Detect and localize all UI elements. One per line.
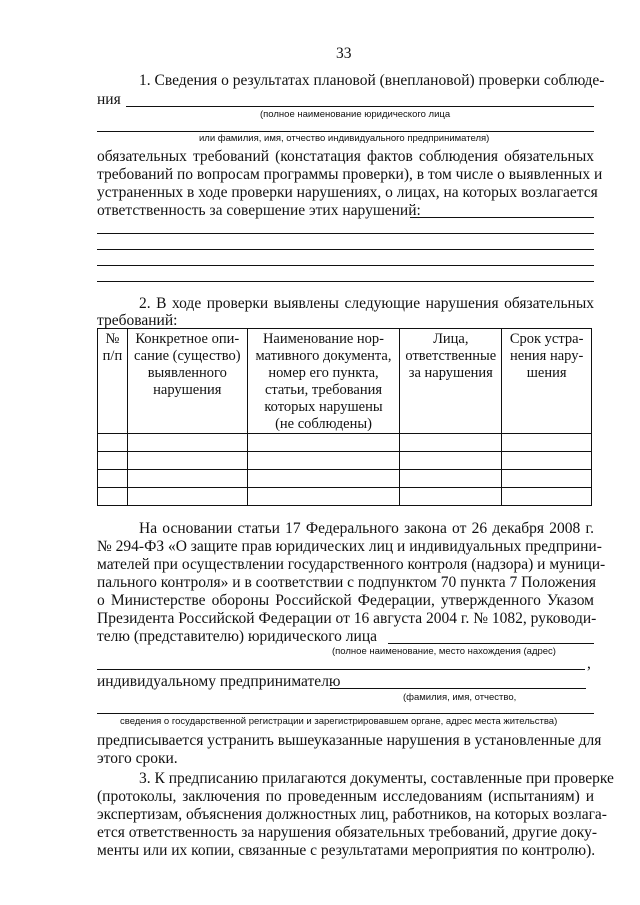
header-responsible (400, 329, 502, 434)
header-regulation-line: (не соблюдены) (275, 416, 372, 432)
section1-line1: 1. Сведения о результатах плановой (внеплановой) проверки соблюде- (139, 72, 605, 89)
caption-legal-name-address: (полное наименование, место нахождения (адрес) (332, 646, 556, 657)
table-row (98, 470, 592, 488)
fill-line-violations-3 (97, 249, 594, 250)
table-cell[interactable] (247, 434, 400, 452)
fill-line-head-legal-entity (388, 643, 594, 644)
caption-registration: сведения о государственной регистрации и зарегистрировавшем органе, адрес места жительства) (120, 716, 558, 727)
header-responsible-line: ответственные (405, 348, 497, 364)
table-row (98, 452, 592, 470)
legal-basis-line4: пального контроля» и в соответствии с подпунктом 70 пункта 7 Положения (97, 574, 597, 591)
header-responsible-line: за нарушения (408, 365, 493, 381)
caption-legal-entity: (полное наименование юридического лица (260, 109, 451, 120)
header-regulation (247, 329, 400, 434)
section1-paragraph-line1: обязательных требований (констатация фактов соблюдения обязательных (97, 148, 594, 165)
fill-line-legal-address (97, 669, 585, 670)
attachments-line3: экспертизам, объяснения должностных лиц, работников, на которых возлага- (97, 806, 607, 823)
table-cell[interactable] (400, 434, 502, 452)
legal-basis-line5: о Министерстве обороны Российской Федерации, утвержденного Указом (97, 592, 594, 609)
table-cell[interactable] (400, 452, 502, 470)
table-cell[interactable] (127, 452, 247, 470)
header-deadline (502, 329, 592, 434)
entrepreneur-label: индивидуальному предпринимателю (97, 673, 341, 690)
table-cell[interactable] (127, 488, 247, 506)
attachments-line2: (протоколы, заключения по проведенным исследованиям (испытаниям) и (97, 788, 594, 805)
prescription-line1: предписывается устранить вышеуказанные нарушения в установленные для (97, 732, 602, 749)
header-description (127, 329, 247, 434)
header-regulation-line: Наименование нор- (262, 331, 385, 347)
table-cell[interactable] (400, 488, 502, 506)
fill-line-violations-4 (97, 265, 594, 266)
violations-table (97, 328, 592, 506)
fill-line-legal-entity (126, 106, 594, 107)
fill-line-violations-5 (97, 281, 594, 282)
table-row (98, 434, 592, 452)
header-deadline-line: шения (526, 365, 567, 381)
legal-basis-line2: № 294-ФЗ «О защите прав юридических лиц и индивидуальных предприни- (97, 538, 602, 555)
legal-basis-line6: Президента Российской Федерации от 16 августа 2004 г. № 1082, руководи- (97, 610, 597, 627)
section2-line2: требований: (97, 312, 178, 329)
table-cell[interactable] (247, 470, 400, 488)
header-number (98, 329, 128, 434)
header-deadline-line: нения нару- (509, 348, 584, 364)
header-number-line: № (105, 331, 120, 347)
header-responsible-line: Лица, (433, 331, 469, 347)
section1-paragraph-line3: устраненных в ходе проверки нарушениях, о лицах, на которых возлагается (97, 184, 598, 201)
table-cell[interactable] (98, 452, 128, 470)
header-description-line: Конкретное опи- (135, 331, 240, 347)
fill-line-entrepreneur (97, 131, 594, 132)
table-cell[interactable] (247, 488, 400, 506)
page-number: 33 (336, 45, 352, 62)
table-cell[interactable] (502, 488, 592, 506)
table-cell[interactable] (247, 452, 400, 470)
caption-entrepreneur: или фамилия, имя, отчество индивидуального предпринимателя) (199, 133, 490, 144)
fill-line-violations-1 (410, 217, 594, 218)
header-regulation-line: которых нарушены (264, 399, 383, 415)
caption-fio: (фамилия, имя, отчество, (403, 692, 517, 703)
header-number-line: п/п (102, 348, 123, 364)
prescription-line2: этого сроки. (97, 750, 178, 767)
legal-basis-line3: мателей при осуществлении государственного контроля (надзора) и муници- (97, 556, 606, 573)
fill-line-registration (97, 713, 594, 714)
header-regulation-line: номер его пункта, (268, 365, 379, 381)
table-cell[interactable] (98, 470, 128, 488)
table-row (98, 488, 592, 506)
section1-paragraph-line2: требований по вопросам программы проверки), в том числе о выявленных и (97, 166, 603, 183)
fill-line-entrepreneur-name (330, 688, 586, 689)
section1-line2-start: ния (97, 91, 121, 108)
table-cell[interactable] (502, 452, 592, 470)
section2-line1: 2. В ходе проверки выявлены следующие нарушения обязательных (139, 295, 594, 312)
header-regulation-line: статьи, требования (264, 382, 383, 398)
attachments-line1: 3. К предписанию прилагаются документы, составленные при проверке (139, 770, 614, 787)
legal-basis-line7: телю (представителю) юридического лица (97, 628, 377, 645)
header-description-line: выявленного (147, 365, 227, 381)
attachments-line5: менты или их копии, связанные с результатами мероприятия по контролю). (97, 842, 596, 859)
table-cell[interactable] (127, 434, 247, 452)
header-deadline-line: Срок устра- (509, 331, 584, 347)
table-cell[interactable] (400, 470, 502, 488)
header-description-line: нарушения (153, 382, 222, 398)
table-cell[interactable] (502, 434, 592, 452)
comma: , (587, 655, 591, 672)
table-cell[interactable] (502, 470, 592, 488)
table-cell[interactable] (127, 470, 247, 488)
section1-paragraph-line4: ответственность за совершение этих нарушений: (97, 202, 421, 219)
header-regulation-line: мативного документа, (255, 348, 392, 364)
fill-line-violations-2 (97, 233, 594, 234)
table-cell[interactable] (98, 434, 128, 452)
legal-basis-line1: На основании статьи 17 Федерального закона от 26 декабря 2008 г. (139, 520, 594, 537)
attachments-line4: ется ответственность за нарушения обязательных требований, другие доку- (97, 824, 598, 841)
table-cell[interactable] (98, 488, 128, 506)
header-description-line: сание (существо) (134, 348, 241, 364)
